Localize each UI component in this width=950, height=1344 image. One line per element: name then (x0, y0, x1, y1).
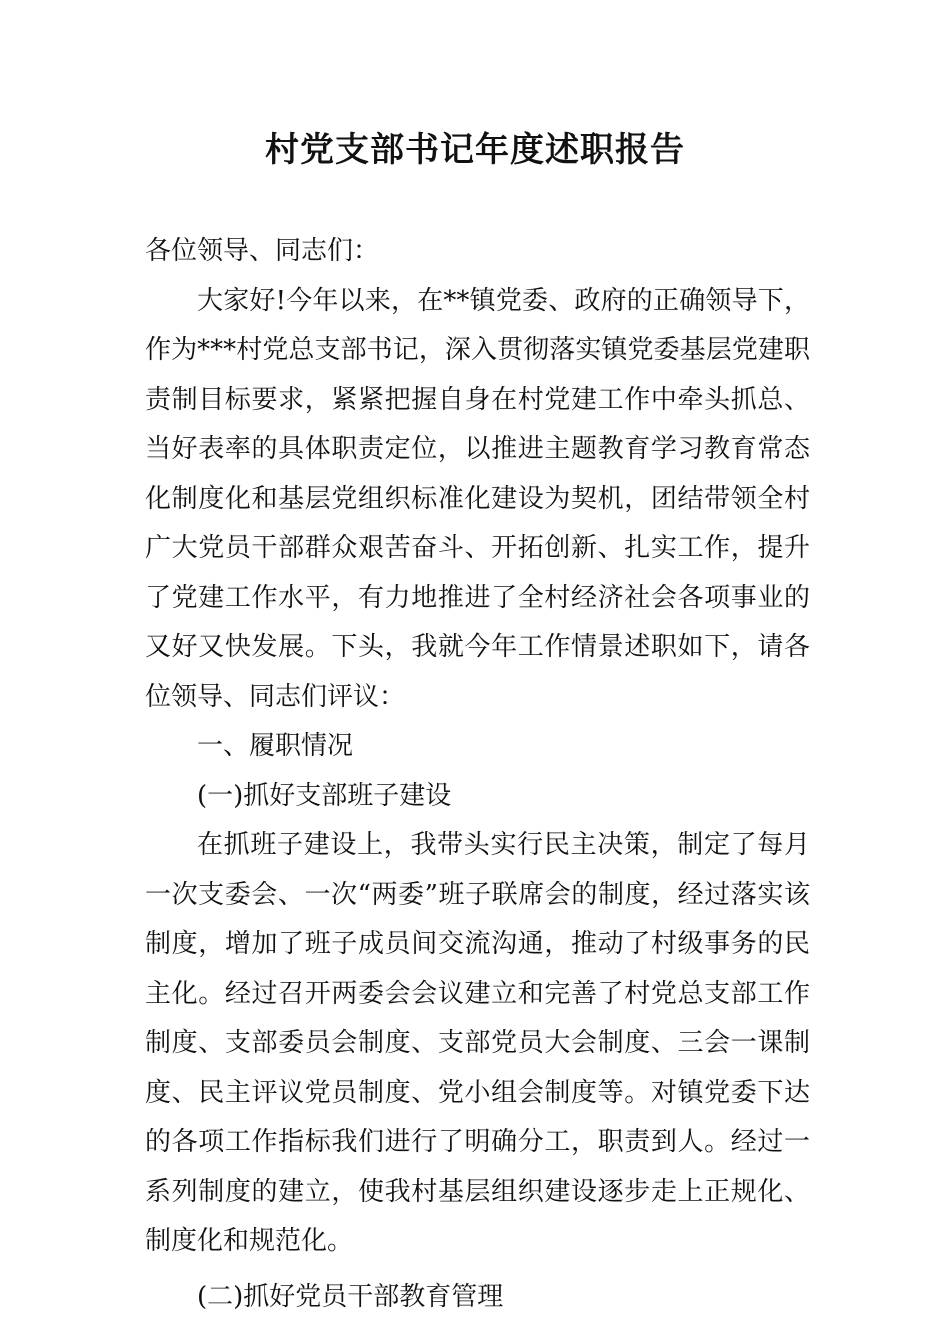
subsection-heading-2: (二)抓好党员干部教育管理 (197, 1281, 504, 1312)
salutation: 各位领导、同志们： (145, 236, 380, 266)
intro-paragraph: 大家好!今年以来，在**镇党委、政府的正确领导下，作为***村党总支部书记，深入贯彻落实镇党委基层党建职责制目标要求，紧紧把握自身在村党建工作中牵头抓总、当好表率的具体职责定位，以推进主题教育学习教育常态化制度化和基层党组织标准化建设为契机，团结带领全村广大党员干部群众艰苦奋斗、开拓创新、扎实工作，提升了党建工作水平，有力地推进了全村经济社会各项事业的又好又快发展。下头，我就今年工作情景述职如下，请各位领导、同志们评议： (145, 285, 810, 712)
document-title: 村党支部书记年度述职报告 (265, 130, 685, 170)
subsection-heading-1: (一)抓好支部班子建设 (197, 780, 452, 811)
document-body (145, 227, 810, 1322)
section-heading-1: 一、履职情况 (197, 731, 354, 761)
body-paragraph-team-building: 在抓班子建设上，我带头实行民主决策，制定了每月一次支委会、一次“两委”班子联席会的制度，经过落实该制度，增加了班子成员间交流沟通，推动了村级事务的民主化。经过召开两委会会议建立和完善了村党总支部工作制度、支部委员会制度、支部党员大会制度、三会一课制度、民主评议党员制度、党小组会制度等。对镇党委下达的各项工作指标我们进行了明确分工，职责到人。经过一系列制度的建立，使我村基层组织建设逐步走上正规化、制度化和规范化。 (145, 830, 810, 1256)
